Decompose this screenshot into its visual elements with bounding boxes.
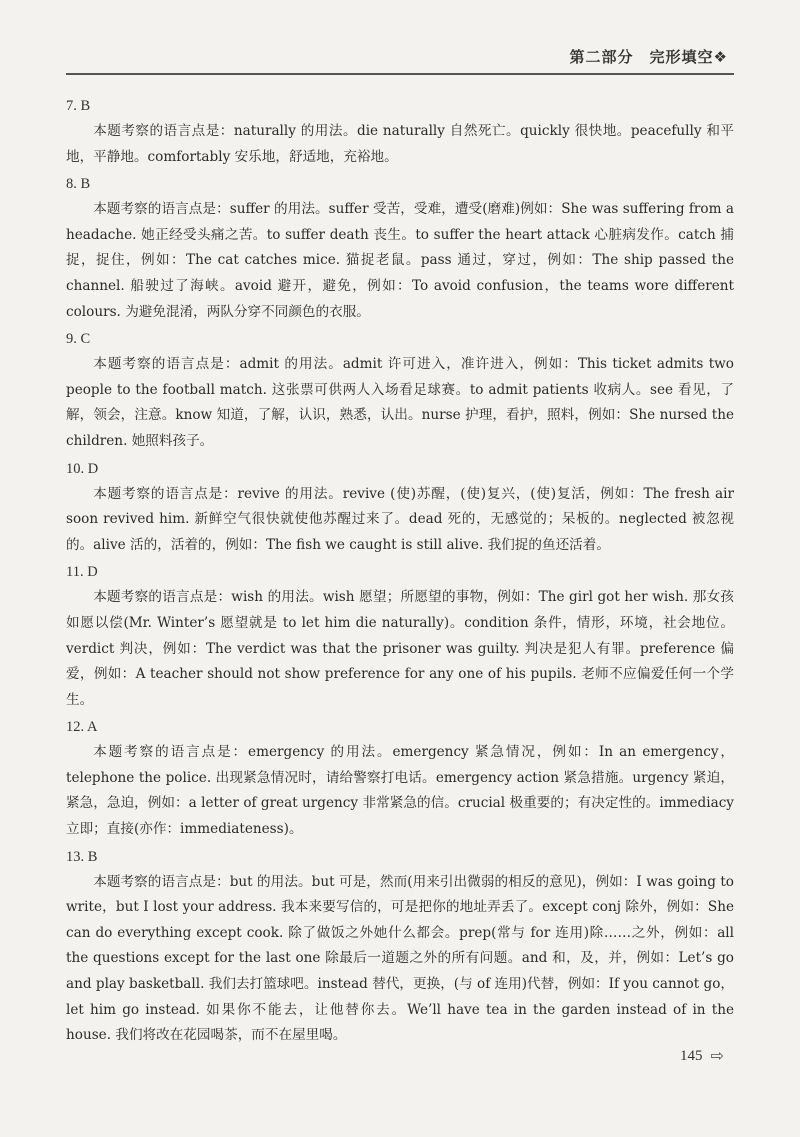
answer-explanation: 本题考察的语言点是：wish 的用法。wish 愿望；所愿望的事物，例如：The girl got her wish. 那女孩如愿以偿(Mr. Winter’s 愿望就是 to let him die naturally)。condition 条件，情形，环境，社会地位。verdict 判决，例如：The verdict was that the prisoner was guilty. 判决是犯人有罪。preference 偏爱，例如：A teacher should not show preference for any one of his pupils. 老师不应偏爱任何一个学生。 <box>66 589 734 708</box>
answer-item-12 <box>66 715 734 842</box>
page-footer <box>680 1046 724 1066</box>
answer-item-10 <box>66 457 734 559</box>
answer-explanation: 本题考察的语言点是：emergency 的用法。emergency 紧急情况，例如：In an emergency，telephone the police. 出现紧急情况时，请给警察打电话。emergency action 紧急措施。urgency 紧迫，紧急，急迫，例如：a letter of great urgency 非常紧急的信。crucial 极重要的；有决定性的。immediacy 立即；直接(亦作：immediateness)。 <box>66 744 734 838</box>
header-divider <box>66 73 734 75</box>
answer-explanation: 本题考察的语言点是：but 的用法。but 可是，然而(用来引出微弱的相反的意见)，例如：I was going to write，but I lost your address. 我本来要写信的，可是把你的地址弄丢了。except conj 除外，例如：She can do everything except cook. 除了做饭之外她什么都会。prep(常与 for 连用)除……之外，例如：all the questions except for the last one 除最后一道题之外的所有问题。and 和，及，并，例如：Let’s go and play basketball. 我们去打篮球吧。instead 替代，更换，(与 of 连用)代替，例如：If you cannot go，let him go instead. 如果你不能去，让他替你去。We’ll have tea in the garden instead of in the house. 我们将改在花园喝茶，而不在屋里喝。 <box>66 873 734 1044</box>
answer-label: 13. B <box>66 848 98 865</box>
answer-item-8 <box>66 172 734 325</box>
answer-item-13 <box>66 845 734 1049</box>
answer-label: 12. A <box>66 719 98 736</box>
answer-item-11 <box>66 560 734 713</box>
answer-label: 8. B <box>66 176 91 193</box>
answer-item-9 <box>66 327 734 454</box>
next-page-arrow-icon: ⇨ <box>710 1048 724 1065</box>
answer-item-7 <box>66 94 734 170</box>
page-number: 145 <box>680 1047 703 1064</box>
answer-explanation: 本题考察的语言点是：naturally 的用法。die naturally 自然死亡。quickly 很快地。peacefully 和平地，平静地。comfortably 安乐地，舒适地，充裕地。 <box>66 123 734 165</box>
answer-explanation: 本题考察的语言点是：revive 的用法。revive (使)苏醒，(使)复兴，(使)复活，例如：The fresh air soon revived him. 新鲜空气很快就使他苏醒过来了。dead 死的，无感觉的；呆板的。neglected 被忽视的。alive 活的，活着的，例如：The fish we caught is still alive. 我们捉的鱼还活着。 <box>66 485 734 553</box>
answer-list <box>66 92 734 1049</box>
answer-explanation: 本题考察的语言点是：suffer 的用法。suffer 受苦，受难，遭受(磨难)例如：She was suffering from a headache. 她正经受头痛之苦。to suffer death 丧生。to suffer the heart attack 心脏病发作。catch 捕捉，捉住，例如：The cat catches mice. 猫捉老鼠。pass 通过，穿过，例如：The ship passed the channel. 船驶过了海峡。avoid 避开，避免，例如：To avoid confusion，the teams wore different colours. 为避免混淆，两队分穿不同颜色的衣服。 <box>66 201 734 320</box>
answer-label: 11. D <box>66 564 98 581</box>
answer-label: 10. D <box>66 460 99 477</box>
answer-label: 7. B <box>66 98 91 114</box>
section-header: 第二部分 完形填空❖ <box>569 48 728 66</box>
answer-label: 9. C <box>66 331 91 348</box>
answer-explanation: 本题考察的语言点是：admit 的用法。admit 许可进入，准许进入，例如：This ticket admits two people to the football match. 这张票可供两人入场看足球赛。to admit patients 收病人。see 看见，了解，领会，注意。know 知道，了解，认识，熟悉，认出。nurse 护理，看护，照料，例如：She nursed the children. 她照料孩子。 <box>66 356 734 449</box>
